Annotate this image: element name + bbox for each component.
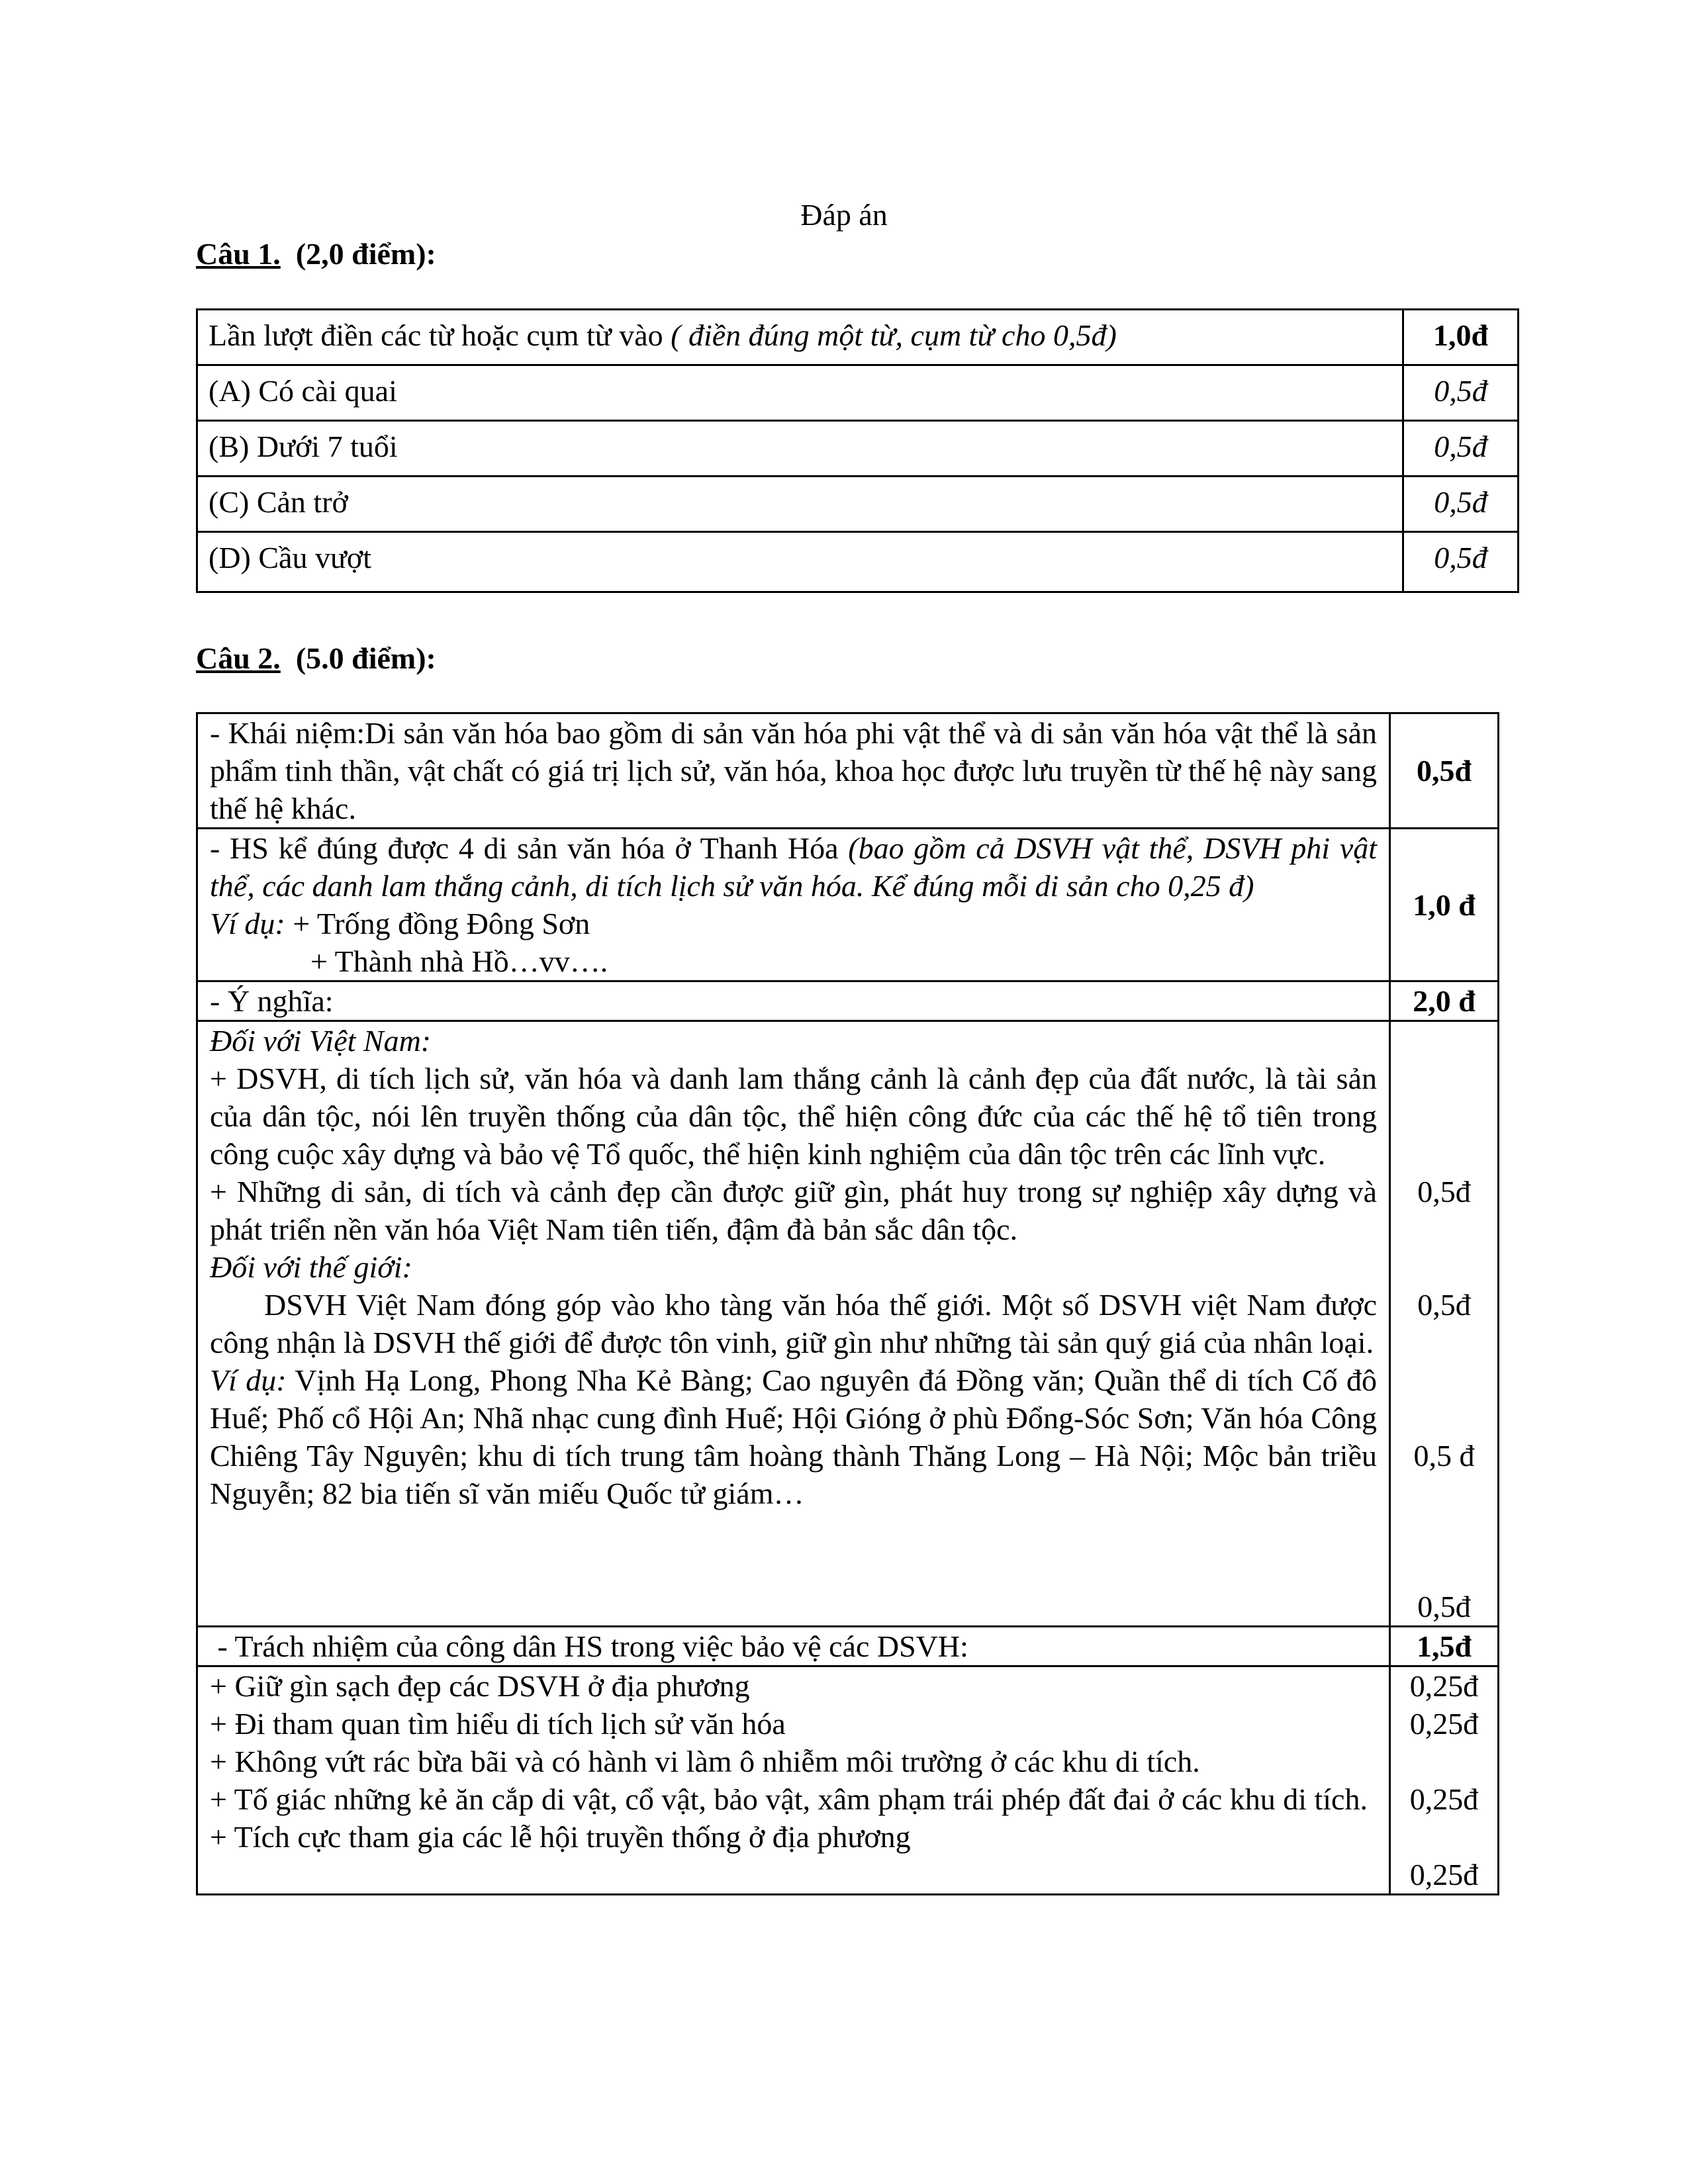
heritage-text: - HS kể đúng được 4 di sản văn hóa ở Thanh Hóa bbox=[210, 831, 839, 865]
responsibility-items bbox=[197, 1666, 1390, 1895]
question-2-points: (5.0 điểm): bbox=[295, 641, 436, 675]
points-cell: 0,5đ bbox=[1403, 477, 1519, 532]
table-row bbox=[197, 829, 1499, 981]
example-item: + Thành nhà Hồ…vv…. bbox=[310, 944, 608, 978]
vietnam-heading: Đối với Việt Nam: bbox=[210, 1024, 432, 1058]
answer-text: (C) Cản trở bbox=[197, 477, 1403, 532]
world-point: DSVH Việt Nam đóng góp vào kho tàng văn hóa thế giới. Một số DSVH việt Nam được công nhận là DSVH thế giới để được tôn vinh, giữ gìn như những tài sản quý giá của nhân loại. bbox=[210, 1288, 1377, 1359]
question-1-points: (2,0 điểm): bbox=[295, 237, 436, 271]
table-row bbox=[197, 1627, 1499, 1666]
question-2-table bbox=[196, 712, 1499, 1895]
answer-text: (B) Dưới 7 tuổi bbox=[197, 421, 1403, 477]
sub-points: 0,25đ bbox=[1409, 1858, 1479, 1891]
table-row bbox=[197, 365, 1519, 421]
world-example bbox=[210, 1361, 1377, 1512]
intro-italic-note: ( điền đúng một từ, cụm từ cho 0,5đ) bbox=[671, 318, 1117, 352]
answer-text: (D) Cầu vượt bbox=[197, 532, 1403, 592]
world-heading: Đối với thế giới: bbox=[210, 1250, 412, 1284]
example-label: Ví dụ: bbox=[210, 907, 285, 940]
concept-cell: - Khái niệm:Di sản văn hóa bao gồm di sản văn hóa phi vật thể và di sản văn hóa vật thể là sản phẩm tinh thần, vật chất có giá trị lịch sử, văn hóa, khoa học được lưu truyền từ thế hệ này sang thế hệ khác. bbox=[197, 713, 1390, 829]
intro-text: Lần lượt điền các từ hoặc cụm từ vào bbox=[209, 318, 663, 352]
points-cell: 0,5đ bbox=[1403, 365, 1519, 421]
points-cell: 0,5đ bbox=[1390, 713, 1499, 829]
page-title: Đáp án bbox=[800, 198, 888, 232]
table-row bbox=[197, 981, 1499, 1021]
sub-points: 0,5đ bbox=[1417, 1288, 1471, 1322]
sub-points: 0,5 đ bbox=[1413, 1439, 1475, 1473]
sub-points: 0,5đ bbox=[1417, 1175, 1471, 1208]
question-1-table bbox=[196, 308, 1519, 593]
question-2-heading bbox=[196, 641, 436, 676]
heritage-cell bbox=[197, 829, 1390, 981]
vietnam-point: + Những di sản, di tích và cảnh đẹp cần được giữ gìn, phát huy trong sự nghiệp xây dựng và phát triển nền văn hóa Việt Nam tiên tiến, đậm đà bản sắc dân tộc. bbox=[210, 1175, 1377, 1246]
table-row bbox=[197, 477, 1519, 532]
example-text: Vịnh Hạ Long, Phong Nha Kẻ Bàng; Cao nguyên đá Đồng văn; Quần thể di tích Cố đô Huế; Phố cổ Hội An; Nhã nhạc cung đình Huế; Hội Gióng ở phù Đổng-Sóc Sơn; Văn hóa Công Chiêng Tây Nguyên; khu di tích trung tâm hoàng thành Thăng Long – Hà Nội; Mộc bản triều Nguyễn; 82 bia tiến sĩ văn miếu Quốc tử giám… bbox=[210, 1363, 1377, 1510]
points-cell: 1,5đ bbox=[1390, 1627, 1499, 1666]
sub-points-cell bbox=[1390, 1666, 1499, 1895]
answer-text: (A) Có cài quai bbox=[197, 365, 1403, 421]
meaning-cell bbox=[197, 1021, 1390, 1627]
sub-points: 0,25đ bbox=[1409, 1707, 1479, 1741]
responsibility-label: - Trách nhiệm của công dân HS trong việc bảo vệ các DSVH: bbox=[197, 1627, 1390, 1666]
points-cell: 0,5đ bbox=[1403, 532, 1519, 592]
sub-points: 0,25đ bbox=[1409, 1669, 1479, 1703]
points-cell: 1,0 đ bbox=[1390, 829, 1499, 981]
meaning-label: - Ý nghĩa: bbox=[197, 981, 1390, 1021]
table-row bbox=[197, 713, 1499, 829]
question-1-label: Câu 1. bbox=[196, 237, 281, 271]
example-item: + Trống đồng Đông Sơn bbox=[293, 907, 590, 940]
list-item: + Giữ gìn sạch đẹp các DSVH ở địa phương bbox=[210, 1669, 750, 1703]
list-item: + Không vứt rác bừa bãi và có hành vi làm ô nhiễm môi trường ở các khu di tích. bbox=[210, 1745, 1200, 1778]
list-item: + Tố giác những kẻ ăn cắp di vật, cổ vật, bảo vật, xâm phạm trái phép đất đai ở các khu di tích. bbox=[210, 1782, 1368, 1816]
points-cell: 2,0 đ bbox=[1390, 981, 1499, 1021]
table-row bbox=[197, 421, 1519, 477]
example-label: Ví dụ: bbox=[210, 1363, 287, 1397]
sub-points-cell bbox=[1390, 1021, 1499, 1627]
table-row bbox=[197, 1021, 1499, 1627]
vietnam-point: + DSVH, di tích lịch sử, văn hóa và danh lam thắng cảnh là cảnh đẹp của đất nước, là tài sản của dân tộc, nói lên truyền thống của dân tộc, thể hiện công đức của các thế hệ tổ tiên trong công cuộc xây dựng và bảo vệ Tổ quốc, thể hiện kinh nghiệm của dân tộc trên các lĩnh vực. bbox=[210, 1062, 1377, 1171]
list-item: + Đi tham quan tìm hiểu di tích lịch sử văn hóa bbox=[210, 1707, 786, 1741]
sub-points: 0,5đ bbox=[1417, 1590, 1471, 1623]
answer-intro bbox=[197, 310, 1403, 365]
question-1-heading bbox=[196, 236, 436, 271]
points-cell: 0,5đ bbox=[1403, 421, 1519, 477]
heritage-italic-note: (bao gồm cả DSVH vật thể, DSVH phi vật thể, các danh lam thắng cảnh, di tích lịch sử văn hóa. Kể đúng mỗi di sản cho 0,25 đ) bbox=[210, 831, 1378, 903]
question-2-label: Câu 2. bbox=[196, 641, 281, 675]
points-cell: 1,0đ bbox=[1403, 310, 1519, 365]
sub-points: 0,25đ bbox=[1409, 1782, 1479, 1816]
table-row bbox=[197, 532, 1519, 592]
table-row bbox=[197, 1666, 1499, 1895]
list-item: + Tích cực tham gia các lễ hội truyền thống ở địa phương bbox=[210, 1820, 911, 1854]
table-row bbox=[197, 310, 1519, 365]
